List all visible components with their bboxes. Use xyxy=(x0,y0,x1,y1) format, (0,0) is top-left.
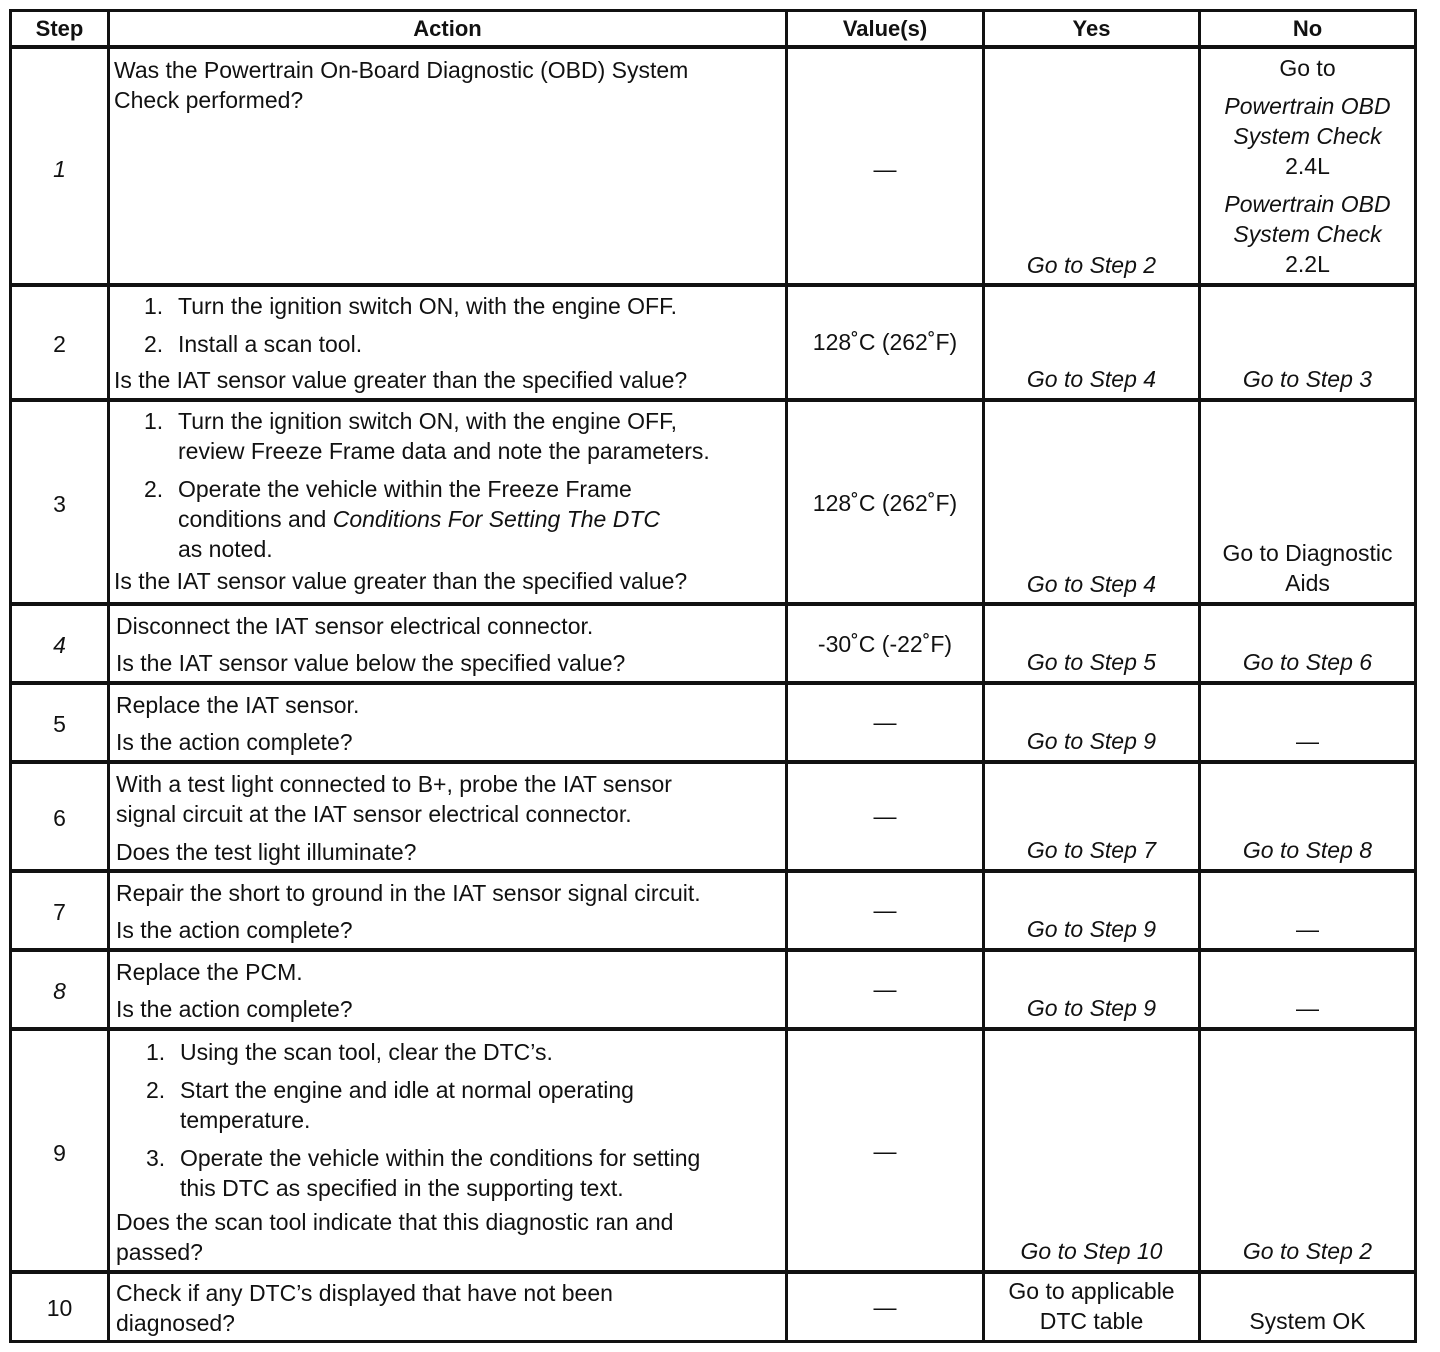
action-line: With a test light connected to B+, probe the IAT sensor xyxy=(116,771,672,797)
value-cell: — xyxy=(873,897,897,923)
row-separator xyxy=(9,948,1417,952)
yes-link[interactable]: Go to Step 4 xyxy=(1026,571,1157,597)
yes-link[interactable]: Go to Step 5 xyxy=(1026,649,1157,675)
action-question: Is the action complete? xyxy=(116,729,353,755)
no-link[interactable]: Go to Step 3 xyxy=(1242,366,1373,392)
value-cell: — xyxy=(873,1294,897,1320)
header-separator xyxy=(9,45,1417,49)
action-text xyxy=(116,878,784,945)
engine-label: 2.4L xyxy=(1285,153,1330,179)
step-number: 2 xyxy=(53,331,66,357)
no-link[interactable]: Go to Step 2 xyxy=(1242,1238,1373,1264)
action-list-item: 3. Operate the vehicle within the conditions for setting this DTC as specified in the supporting text. xyxy=(146,1145,701,1201)
no-link-powertrain-obd-2-2l[interactable]: System Check xyxy=(1233,221,1382,247)
action-line: Replace the IAT sensor. xyxy=(116,692,360,718)
action-question: Does the test light illuminate? xyxy=(116,839,417,865)
action-line: signal circuit at the IAT sensor electrical connector. xyxy=(116,801,632,827)
value-cell: — xyxy=(873,803,897,829)
no-link-powertrain-obd-2-4l[interactable]: Powertrain OBD xyxy=(1224,93,1391,119)
no-link-powertrain-obd-2-4l[interactable]: System Check xyxy=(1233,123,1382,149)
step-number: 10 xyxy=(46,1295,73,1321)
row-separator xyxy=(9,602,1417,606)
engine-label: 2.2L xyxy=(1285,251,1330,277)
action-list-item: 2. Operate the vehicle within the Freeze Frame conditions and Conditions For Setting The DTC as noted. xyxy=(144,476,660,562)
no-link-powertrain-obd-2-2l[interactable]: Powertrain OBD xyxy=(1224,191,1391,217)
action-line: Replace the PCM. xyxy=(116,959,303,985)
no-cell: — xyxy=(1296,995,1319,1021)
yes-link[interactable]: Go to Step 9 xyxy=(1026,995,1157,1021)
yes-link[interactable]: Go to Step 7 xyxy=(1026,837,1157,863)
action-question: Is the IAT sensor value below the specified value? xyxy=(116,650,626,676)
row-separator xyxy=(9,1270,1417,1274)
table-border-right xyxy=(1414,9,1417,1343)
yes-link[interactable]: Go to Step 4 xyxy=(1026,366,1157,392)
row-separator xyxy=(9,869,1417,873)
no-cell xyxy=(1201,53,1414,279)
no-link[interactable]: Go to Step 6 xyxy=(1242,649,1373,675)
row-separator xyxy=(9,283,1417,287)
action-list-item: 1. Turn the ignition switch ON, with the engine OFF. xyxy=(144,293,677,319)
no-cell: — xyxy=(1296,916,1319,942)
step-number: 4 xyxy=(53,632,66,658)
table-border-top xyxy=(9,9,1417,12)
header-no: No xyxy=(1292,16,1323,41)
value-cell: — xyxy=(873,976,897,1002)
action-text xyxy=(116,611,784,678)
yes-link[interactable]: Go to Step 9 xyxy=(1026,916,1157,942)
action-line: diagnosed? xyxy=(116,1310,235,1336)
value-cell: — xyxy=(873,1138,897,1164)
step-number: 7 xyxy=(53,899,66,925)
action-list-item: 2. Install a scan tool. xyxy=(144,331,363,357)
header-step: Step xyxy=(35,16,84,41)
step-number: 9 xyxy=(53,1140,66,1166)
action-question: Does the scan tool indicate that this diagnostic ran and xyxy=(116,1209,674,1235)
action-text xyxy=(116,769,784,867)
action-text xyxy=(116,690,784,757)
row-separator xyxy=(9,681,1417,685)
action-list-item: 2. Start the engine and idle at normal operating temperature. xyxy=(146,1077,634,1133)
no-link-diagnostic-aids[interactable]: Go to Diagnostic Aids xyxy=(1222,540,1393,596)
action-line: Disconnect the IAT sensor electrical connector. xyxy=(116,613,594,639)
yes-link[interactable]: Go to Step 10 xyxy=(1020,1238,1163,1264)
action-line: Was the Powertrain On-Board Diagnostic (OBD) System xyxy=(114,57,689,83)
reference-link[interactable]: Conditions For Setting The DTC xyxy=(332,506,660,532)
header-yes: Yes xyxy=(1072,16,1111,41)
action-question: Is the IAT sensor value greater than the specified value? xyxy=(114,367,688,393)
action-text xyxy=(114,55,782,115)
table-border-bottom xyxy=(9,1340,1417,1343)
action-question: passed? xyxy=(116,1239,203,1265)
no-go-to: Go to xyxy=(1279,55,1336,81)
no-cell: — xyxy=(1296,728,1319,754)
step-number: 8 xyxy=(53,978,66,1004)
action-list-item: 1. Using the scan tool, clear the DTC’s. xyxy=(146,1039,553,1065)
header-action: Action xyxy=(413,16,482,41)
yes-link[interactable]: Go to Step 2 xyxy=(1026,252,1157,278)
action-line: Check performed? xyxy=(114,87,304,113)
action-text xyxy=(116,957,784,1024)
no-link[interactable]: Go to Step 8 xyxy=(1242,837,1373,863)
value-cell: — xyxy=(873,709,897,735)
row-separator xyxy=(9,760,1417,764)
action-question: Is the action complete? xyxy=(116,996,353,1022)
header-values: Value(s) xyxy=(842,16,928,41)
step-number: 1 xyxy=(53,156,66,182)
no-cell: System OK xyxy=(1249,1308,1366,1334)
action-line: Check if any DTC’s displayed that have not been xyxy=(116,1280,613,1306)
row-separator xyxy=(9,398,1417,402)
action-text xyxy=(114,406,782,596)
action-text xyxy=(114,291,782,395)
action-question: Is the IAT sensor value greater than the specified value? xyxy=(114,568,688,594)
row-separator xyxy=(9,1027,1417,1031)
value-cell: — xyxy=(873,156,897,182)
step-number: 6 xyxy=(53,805,66,831)
action-question: Is the action complete? xyxy=(116,917,353,943)
column-separator xyxy=(107,9,110,1343)
yes-link[interactable]: Go to Step 9 xyxy=(1026,728,1157,754)
yes-link-dtc-table[interactable]: Go to applicable DTC table xyxy=(1008,1278,1175,1334)
step-number: 3 xyxy=(53,491,66,517)
action-text xyxy=(116,1278,784,1338)
action-text xyxy=(116,1037,784,1267)
value-cell: 128˚C (262˚F) xyxy=(812,329,958,355)
action-line: Repair the short to ground in the IAT sensor signal circuit. xyxy=(116,880,701,906)
action-list-item: 1. Turn the ignition switch ON, with the engine OFF, review Freeze Frame data and note the parameters. xyxy=(144,408,710,464)
value-cell: 128˚C (262˚F) xyxy=(812,490,958,516)
step-number: 5 xyxy=(53,711,66,737)
value-cell: -30˚C (-22˚F) xyxy=(817,631,953,657)
